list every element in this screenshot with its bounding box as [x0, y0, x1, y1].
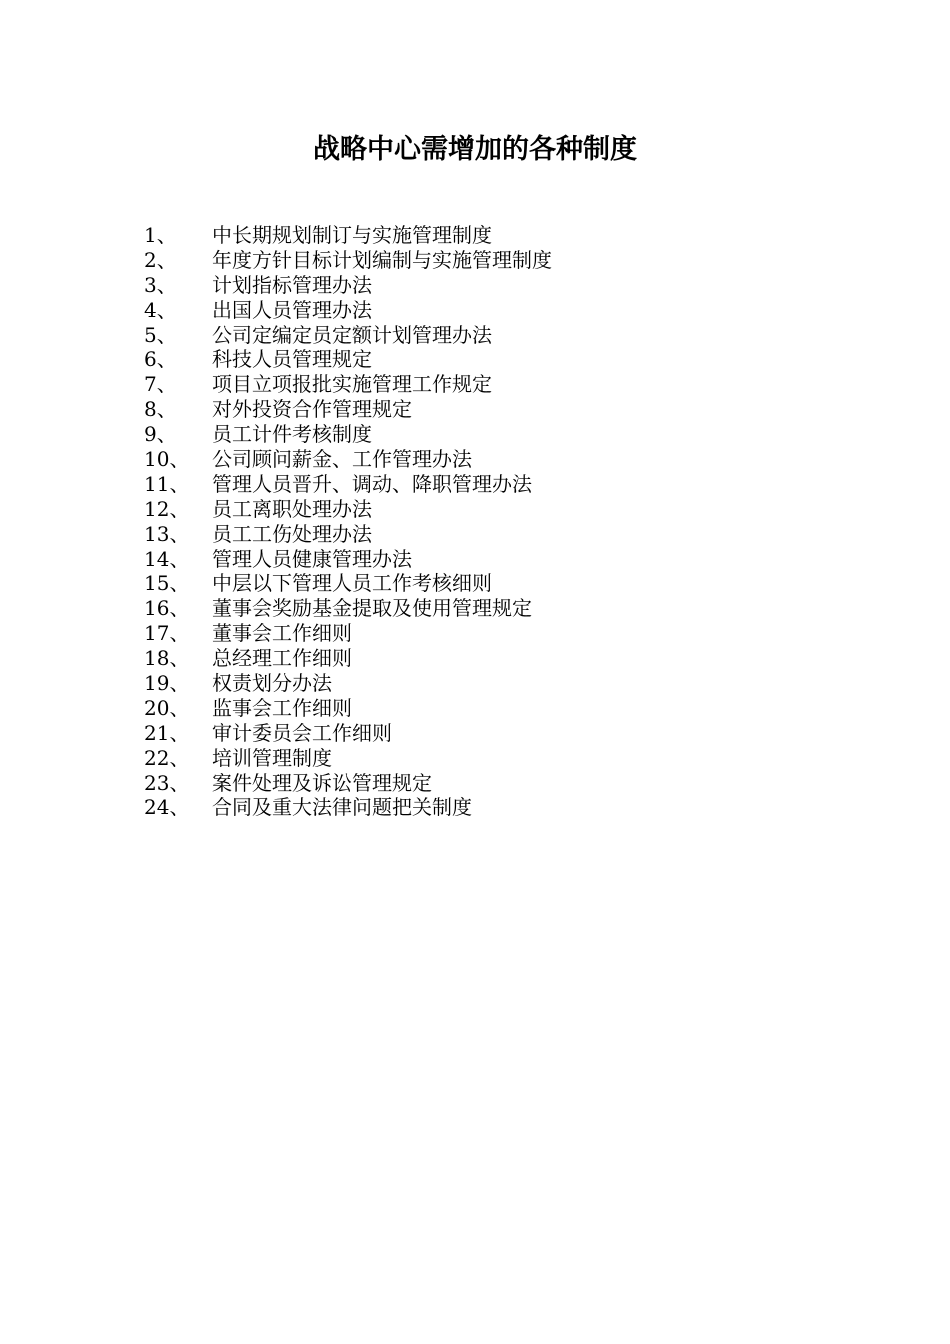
list-item-text: 中长期规划制订与实施管理制度 — [212, 223, 492, 247]
list-item — [144, 646, 844, 671]
list-item-number: 1、 — [144, 223, 177, 247]
list-item-number: 17、 — [144, 621, 190, 646]
list-item-text: 中层以下管理人员工作考核细则 — [212, 571, 492, 596]
list-item-number: 8、 — [144, 397, 177, 422]
list-item-number: 23、 — [144, 770, 190, 795]
list-item-text: 公司定编定员定额计划管理办法 — [212, 322, 492, 347]
list-item-text: 项目立项报批实施管理工作规定 — [212, 372, 492, 397]
list-item — [144, 273, 844, 298]
list-item — [144, 547, 844, 572]
list-item — [144, 447, 844, 472]
list-item-text: 培训管理制度 — [212, 745, 332, 770]
list-item-text: 员工工伤处理办法 — [212, 521, 372, 546]
list-item-text: 对外投资合作管理规定 — [212, 397, 412, 422]
list-item-number: 3、 — [144, 272, 177, 297]
list-item-number: 15、 — [144, 571, 190, 596]
list-item-number: 5、 — [144, 322, 177, 347]
list-item — [144, 472, 844, 497]
list-item-number: 24、 — [144, 795, 190, 820]
list-item-number: 9、 — [144, 422, 177, 447]
list-item-text: 员工离职处理办法 — [212, 496, 372, 521]
list-item-text: 计划指标管理办法 — [212, 272, 372, 297]
list-item-text: 员工计件考核制度 — [212, 422, 372, 447]
list-item-text: 出国人员管理办法 — [212, 297, 372, 322]
list-item-text: 管理人员健康管理办法 — [212, 546, 412, 571]
list-item-number: 6、 — [144, 347, 177, 372]
list-item — [144, 721, 844, 746]
list-item-number: 14、 — [144, 546, 190, 571]
list-item-number: 22、 — [144, 745, 190, 770]
list-item — [144, 372, 844, 397]
list-item — [144, 596, 844, 621]
list-item-text: 年度方针目标计划编制与实施管理制度 — [212, 247, 552, 272]
list-item — [144, 571, 844, 596]
list-item-text: 案件处理及诉讼管理规定 — [212, 770, 432, 795]
list-item-number: 11、 — [144, 471, 190, 496]
list-item-text: 公司顾问薪金、工作管理办法 — [212, 447, 472, 472]
list-item-number: 12、 — [144, 496, 190, 521]
list-item-text: 审计委员会工作细则 — [212, 720, 392, 745]
page-title: 战略中心需增加的各种制度 — [313, 134, 637, 165]
list-item-number: 10、 — [144, 447, 190, 472]
list-item-text: 董事会工作细则 — [212, 621, 352, 646]
list-item-number: 2、 — [144, 247, 177, 272]
list-item — [144, 795, 844, 820]
list-item-text: 管理人员晋升、调动、降职管理办法 — [212, 471, 532, 496]
list-item — [144, 746, 844, 771]
regulation-list — [144, 223, 844, 820]
list-item-number: 13、 — [144, 521, 190, 546]
list-item — [144, 223, 844, 248]
list-item — [144, 323, 844, 348]
list-item — [144, 621, 844, 646]
list-item-number: 4、 — [144, 297, 177, 322]
list-item — [144, 397, 844, 422]
list-item — [144, 522, 844, 547]
list-item-number: 7、 — [144, 372, 177, 397]
list-item — [144, 696, 844, 721]
list-item-text: 总经理工作细则 — [212, 646, 352, 671]
list-item-number: 18、 — [144, 646, 190, 671]
list-item — [144, 671, 844, 696]
list-item-text: 科技人员管理规定 — [212, 347, 372, 372]
list-item — [144, 422, 844, 447]
list-item — [144, 497, 844, 522]
list-item — [144, 347, 844, 372]
list-item-number: 21、 — [144, 720, 190, 745]
list-item — [144, 298, 844, 323]
list-item-number: 20、 — [144, 695, 190, 720]
list-item-text: 权责划分办法 — [212, 671, 332, 696]
list-item-text: 合同及重大法律问题把关制度 — [212, 795, 472, 820]
list-item-number: 16、 — [144, 596, 190, 621]
list-item-number: 19、 — [144, 671, 190, 696]
list-item-text: 董事会奖励基金提取及使用管理规定 — [212, 596, 532, 621]
list-item-text: 监事会工作细则 — [212, 695, 352, 720]
list-item — [144, 248, 844, 273]
list-item — [144, 771, 844, 796]
